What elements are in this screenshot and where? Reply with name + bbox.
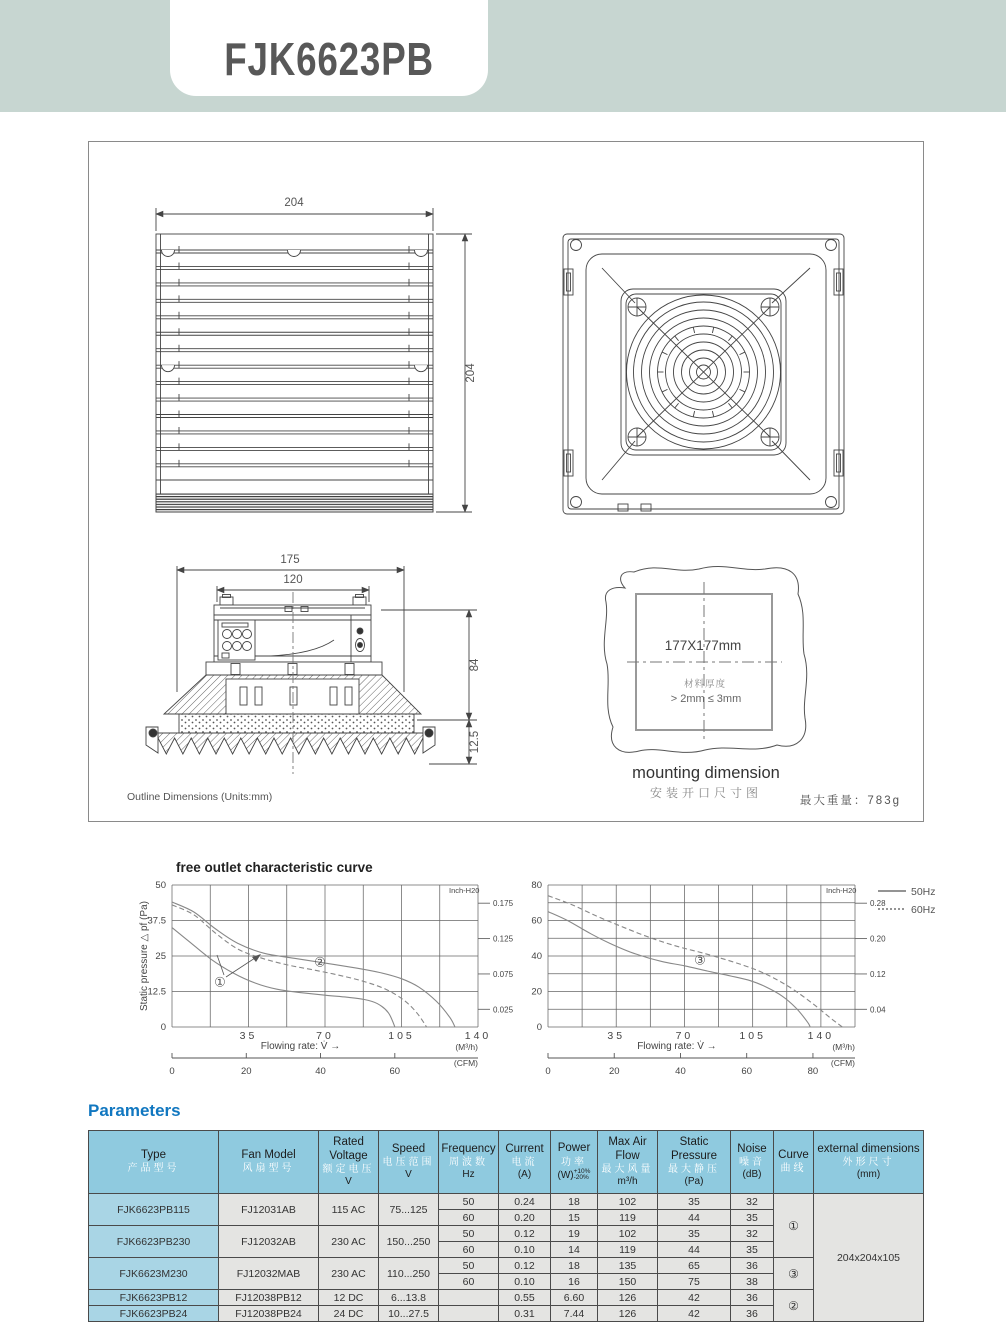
series-curve1-50Hz	[172, 928, 395, 1027]
current-cell: 0.10	[499, 1274, 551, 1290]
airflow-cell: 119	[598, 1242, 658, 1258]
fan-model-cell: FJ12032MAB	[219, 1258, 319, 1290]
noise-cell: 32	[731, 1226, 774, 1242]
mounting-material-label: 材料厚度	[683, 679, 727, 690]
rated-voltage-cell: 12 DC	[319, 1290, 379, 1306]
cfm-tick-label: 60	[389, 1066, 401, 1077]
cfm-tick-label: 80	[807, 1066, 819, 1077]
x-tick-label: 35	[239, 1030, 258, 1042]
x-axis-label: Flowing rate: V̇ →	[260, 1041, 341, 1052]
right-tick-label: 0.025	[493, 1005, 514, 1015]
y-tick-label: 80	[531, 880, 542, 891]
cfm-tick-label: 20	[608, 1066, 620, 1077]
power-cell: 6.60	[551, 1290, 598, 1306]
front-view	[156, 208, 472, 512]
frequency-cell: 50	[439, 1226, 499, 1242]
right-tick-label: 0.075	[493, 969, 514, 979]
power-cell: 18	[551, 1194, 598, 1210]
frequency-cell: 60	[439, 1210, 499, 1226]
cfm-tick-label: 20	[240, 1066, 252, 1077]
pressure-cell: 35	[658, 1194, 731, 1210]
col-header-noise: Noise 噪音 (dB)	[731, 1131, 774, 1194]
col-header-speed: Speed 电压范围 V	[379, 1131, 439, 1194]
airflow-cell: 126	[598, 1290, 658, 1306]
table-row	[89, 1290, 924, 1306]
current-cell: 0.10	[499, 1242, 551, 1258]
front-dim-height: 204	[465, 363, 477, 383]
y-tick-label: 37.5	[147, 915, 166, 927]
max-weight-label: 最大重量：783g	[799, 795, 901, 807]
frequency-cell: 50	[439, 1258, 499, 1274]
charts-section	[0, 856, 1006, 1092]
right-tick-label: 0.28	[870, 899, 886, 909]
outline-drawings	[89, 142, 923, 821]
y-tick-label: 40	[531, 951, 542, 962]
legend-50hz-label: 50Hz	[911, 886, 936, 898]
cfm-unit-label: (CFM)	[830, 1058, 855, 1068]
curve-annotation: ②	[314, 954, 326, 970]
speed-cell: 75...125	[379, 1194, 439, 1226]
cfm-tick-label: 60	[741, 1066, 752, 1077]
noise-cell: 36	[731, 1290, 774, 1306]
front-dim-width: 204	[284, 197, 304, 209]
frequency-cell	[439, 1306, 499, 1322]
legend-60hz-label: 60Hz	[911, 904, 936, 916]
pressure-cell: 44	[658, 1210, 731, 1226]
type-cell: FJK6623M230	[89, 1258, 219, 1290]
rated-voltage-cell: 230 AC	[319, 1226, 379, 1258]
airflow-cell: 150	[598, 1274, 658, 1290]
current-cell: 0.20	[499, 1210, 551, 1226]
y-tick-label: 60	[531, 915, 542, 927]
fan-model-cell: FJ12032AB	[219, 1226, 319, 1258]
power-cell: 19	[551, 1226, 598, 1242]
title-box	[170, 0, 488, 96]
side-dim-175: 175	[280, 554, 300, 566]
cfm-tick-label: 40	[675, 1066, 686, 1077]
current-cell: 0.55	[499, 1290, 551, 1306]
right-tick-label: 0.12	[870, 969, 886, 979]
airflow-cell: 102	[598, 1194, 658, 1210]
x-axis-label: Flowing rate: V̇ →	[637, 1041, 717, 1052]
power-cell: 16	[551, 1274, 598, 1290]
frequency-cell: 60	[439, 1274, 499, 1290]
airflow-cell: 102	[598, 1226, 658, 1242]
x-tick-label: 105	[388, 1030, 415, 1042]
external-dimensions-cell: 204x204x105	[814, 1194, 924, 1322]
x-tick-label: 70	[316, 1030, 334, 1042]
curve-ref-cell: ③	[774, 1258, 814, 1290]
curve-annotation: ①	[214, 974, 226, 990]
frequency-cell	[439, 1290, 499, 1306]
col-header-power: Power 功率 (W)+10% -20%	[551, 1131, 598, 1194]
fan-model-cell: FJ12038PB24	[219, 1306, 319, 1322]
x-tick-label: 140	[807, 1030, 835, 1042]
current-cell: 0.12	[499, 1226, 551, 1242]
x-tick-label: 105	[739, 1030, 766, 1042]
noise-cell: 36	[731, 1258, 774, 1274]
current-cell: 0.31	[499, 1306, 551, 1322]
side-dim-120: 120	[283, 574, 303, 586]
col-header-static-pressure: Static Pressure 最大静压 (Pa)	[658, 1131, 731, 1194]
noise-cell: 35	[731, 1210, 774, 1226]
y-tick-label: 50	[155, 880, 166, 891]
mounting-cutout-size: 177X177mm	[664, 638, 742, 653]
right-axis-label: Inch-H20	[449, 886, 480, 895]
type-cell: FJK6623PB115	[89, 1194, 219, 1226]
curve-ref-cell: ①	[774, 1194, 814, 1258]
parameters-table	[88, 1130, 924, 1322]
col-header-rated-voltage: Rated Voltage 额定电压 V	[319, 1131, 379, 1194]
mounting-view	[604, 566, 806, 752]
rated-voltage-cell: 115 AC	[319, 1194, 379, 1226]
outline-drawings-panel	[88, 141, 924, 822]
airflow-cell: 119	[598, 1210, 658, 1226]
right-axis-label: Inch-H20	[826, 886, 857, 895]
cfm-tick-label: 0	[545, 1066, 551, 1077]
y-tick-label: 12.5	[147, 986, 166, 998]
chart-right	[531, 880, 886, 1077]
mounting-caption-zh: 安装开口尺寸图	[649, 786, 763, 800]
airflow-cell: 135	[598, 1258, 658, 1274]
series-curve3-50Hz	[548, 912, 810, 1027]
x-tick-label: 140	[464, 1030, 492, 1042]
noise-cell: 32	[731, 1194, 774, 1210]
curve-ref-cell: ②	[774, 1290, 814, 1322]
y-tick-label: 0	[536, 1022, 542, 1033]
current-cell: 0.12	[499, 1258, 551, 1274]
cfm-tick-label: 0	[169, 1066, 175, 1077]
right-tick-label: 0.125	[493, 934, 514, 944]
rear-view	[563, 234, 844, 514]
right-tick-label: 0.20	[870, 934, 886, 944]
type-cell: FJK6623PB230	[89, 1226, 219, 1258]
noise-cell: 38	[731, 1274, 774, 1290]
pressure-cell: 44	[658, 1242, 731, 1258]
power-cell: 18	[551, 1258, 598, 1274]
col-header-fan-model: Fan Model 风扇型号	[219, 1131, 319, 1194]
speed-cell: 6...13.8	[379, 1290, 439, 1306]
noise-cell: 36	[731, 1306, 774, 1322]
noise-cell: 35	[731, 1242, 774, 1258]
product-title: FJK6623PB	[224, 33, 434, 85]
speed-cell: 150...250	[379, 1226, 439, 1258]
col-header-max-air-flow: Max Air Flow 最大风量 m³/h	[598, 1131, 658, 1194]
y-tick-label: 0	[160, 1022, 166, 1033]
y-axis-label: Static pressure △ pf (Pa)	[139, 901, 150, 1011]
pressure-cell: 65	[658, 1258, 731, 1274]
x-tick-label: 35	[607, 1030, 626, 1042]
right-tick-label: 0.175	[493, 899, 514, 909]
y-tick-label: 25	[155, 951, 166, 962]
pressure-cell: 35	[658, 1226, 731, 1242]
pressure-cell: 42	[658, 1290, 731, 1306]
col-header-current: Current 电流 (A)	[499, 1131, 551, 1194]
col-header-curve: Curve 曲线	[774, 1131, 814, 1194]
type-cell: FJK6623PB12	[89, 1290, 219, 1306]
y-tick-label: 20	[531, 986, 542, 998]
chart-title: free outlet characteristic curve	[176, 860, 373, 875]
speed-cell: 110...250	[379, 1258, 439, 1290]
x-unit-label: (M³/h)	[455, 1042, 478, 1052]
parameters-heading: Parameters	[88, 1101, 181, 1120]
airflow-cell: 126	[598, 1306, 658, 1322]
cfm-unit-label: (CFM)	[453, 1058, 478, 1068]
power-cell: 7.44	[551, 1306, 598, 1322]
parameters-table-wrap	[88, 1130, 923, 1322]
frequency-cell: 50	[439, 1194, 499, 1210]
right-tick-label: 0.04	[870, 1005, 886, 1015]
chart-left	[139, 860, 514, 1077]
rated-voltage-cell: 24 DC	[319, 1306, 379, 1322]
col-header-type: Type 产品型号	[89, 1131, 219, 1194]
side-view	[146, 566, 477, 774]
curve-annotation: ③	[694, 952, 706, 968]
fan-model-cell: FJ12031AB	[219, 1194, 319, 1226]
type-cell: FJK6623PB24	[89, 1306, 219, 1322]
frequency-cell: 60	[439, 1242, 499, 1258]
side-dim-125: 12.5	[469, 730, 481, 754]
current-cell: 0.24	[499, 1194, 551, 1210]
power-cell: 14	[551, 1242, 598, 1258]
pressure-cell: 75	[658, 1274, 731, 1290]
header-band	[0, 0, 1006, 112]
power-cell: 15	[551, 1210, 598, 1226]
mounting-caption-en: mounting dimension	[632, 764, 780, 782]
col-header-frequency: Frequency 周波数 Hz	[439, 1131, 499, 1194]
x-unit-label: (M³/h)	[832, 1042, 855, 1052]
characteristic-curves	[0, 856, 1006, 1092]
x-tick-label: 70	[675, 1030, 694, 1042]
mounting-material-range: > 2mm ≤ 3mm	[670, 693, 742, 705]
outline-caption: Outline Dimensions (Units:mm)	[127, 791, 273, 803]
fan-model-cell: FJ12038PB12	[219, 1290, 319, 1306]
table-row	[89, 1258, 924, 1274]
speed-cell: 10...27.5	[379, 1306, 439, 1322]
pressure-cell: 42	[658, 1306, 731, 1322]
col-header-external-dimensions: external dimensions 外形尺寸 (mm)	[814, 1131, 924, 1194]
chart-legend	[878, 886, 936, 916]
table-row	[89, 1194, 924, 1210]
side-dim-84: 84	[469, 658, 481, 672]
rated-voltage-cell: 230 AC	[319, 1258, 379, 1290]
cfm-tick-label: 40	[315, 1066, 326, 1077]
